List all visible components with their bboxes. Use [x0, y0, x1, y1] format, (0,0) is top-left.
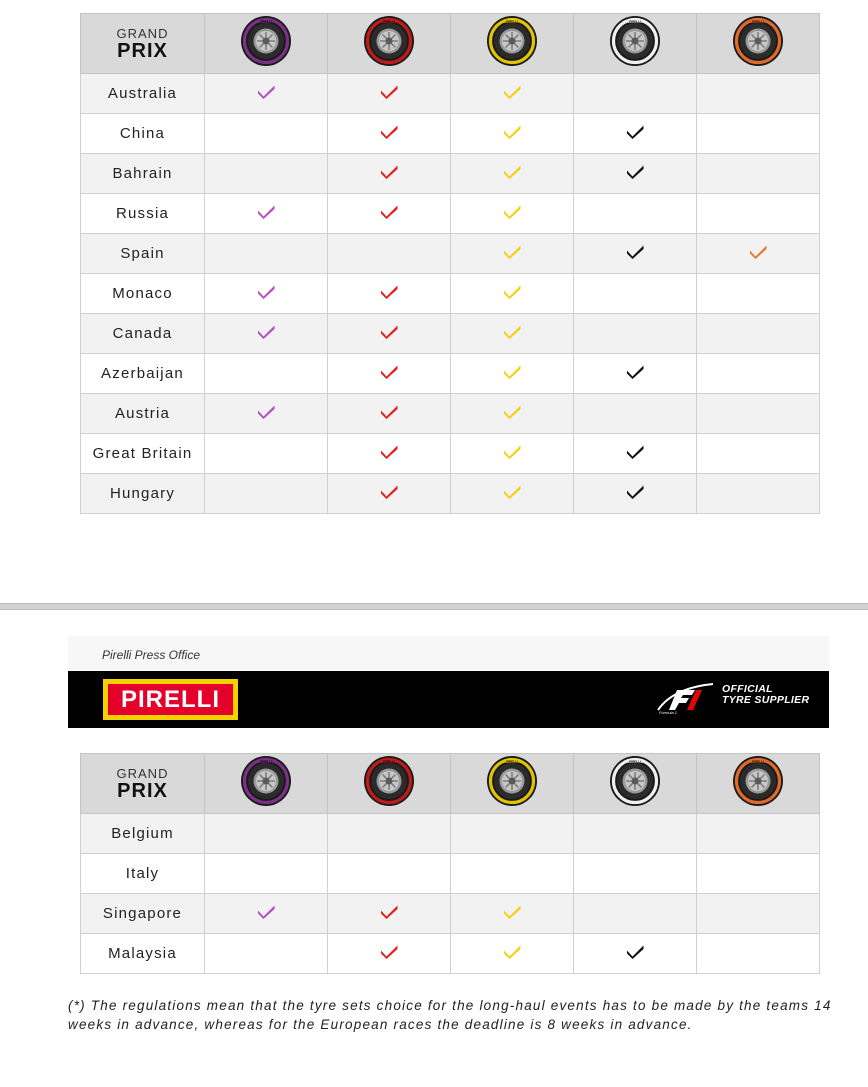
svg-text:PIRELLI: PIRELLI	[629, 759, 641, 764]
compound-header-ultrasoft	[205, 754, 328, 814]
table-row	[81, 74, 820, 114]
table-row	[81, 154, 820, 194]
selection-cell-soft	[451, 814, 574, 854]
page-divider	[0, 603, 868, 610]
selection-cell-hard	[697, 894, 820, 934]
selection-cell-ultrasoft	[205, 354, 328, 394]
selection-cell-medium	[574, 314, 697, 354]
supplier-line-1: OFFICIAL	[722, 683, 773, 695]
checkmark-icon	[379, 123, 399, 139]
checkmark-icon	[379, 443, 399, 459]
selection-cell-medium	[574, 434, 697, 474]
table-row	[81, 394, 820, 434]
svg-text:PIRELLI: PIRELLI	[383, 759, 395, 764]
checkmark-icon	[625, 483, 645, 499]
compound-header-hard	[697, 14, 820, 74]
selection-cell-hard	[697, 274, 820, 314]
checkmark-icon	[625, 243, 645, 259]
checkmark-icon	[256, 283, 276, 299]
grand-prix-name: Canada	[112, 324, 173, 342]
f1-logo-icon	[655, 680, 715, 716]
checkmark-icon	[502, 283, 522, 299]
svg-text:PIRELLI: PIRELLI	[752, 19, 764, 24]
svg-text:PIRELLI: PIRELLI	[506, 19, 518, 24]
compound-header-medium	[574, 754, 697, 814]
selection-cell-ultrasoft	[205, 894, 328, 934]
selection-cell-supersoft	[328, 274, 451, 314]
checkmark-icon	[379, 903, 399, 919]
svg-text:PIRELLI: PIRELLI	[383, 19, 395, 24]
selection-cell-hard	[697, 194, 820, 234]
checkmark-icon	[502, 83, 522, 99]
selection-cell-soft	[451, 934, 574, 974]
checkmark-icon	[502, 943, 522, 959]
header-grand: GRAND	[116, 25, 169, 41]
selection-cell-medium	[574, 354, 697, 394]
selection-cell-medium	[574, 154, 697, 194]
selection-cell-soft	[451, 354, 574, 394]
pirelli-logo-text: PIRELLI	[108, 684, 233, 715]
f1-logo-caption: Formula 1	[659, 710, 678, 715]
header-prix: PRIX	[117, 779, 168, 802]
selection-cell-hard	[697, 354, 820, 394]
checkmark-icon	[379, 83, 399, 99]
selection-cell-supersoft	[328, 434, 451, 474]
tyre-orange-icon	[732, 15, 784, 67]
selection-cell-hard	[697, 814, 820, 854]
compound-header-soft	[451, 754, 574, 814]
selection-cell-soft	[451, 474, 574, 514]
selection-cell-soft	[451, 314, 574, 354]
checkmark-icon	[256, 323, 276, 339]
svg-text:PIRELLI: PIRELLI	[260, 759, 272, 764]
compound-header-medium	[574, 14, 697, 74]
header-row	[81, 754, 820, 814]
selection-cell-soft	[451, 234, 574, 274]
checkmark-icon	[379, 403, 399, 419]
selection-cell-supersoft	[328, 314, 451, 354]
grand-prix-cell	[81, 194, 205, 234]
grand-prix-cell	[81, 274, 205, 314]
tyre-red-icon	[363, 755, 415, 807]
grand-prix-name: Hungary	[109, 484, 176, 502]
table-row	[81, 274, 820, 314]
selection-cell-hard	[697, 314, 820, 354]
selection-cell-soft	[451, 394, 574, 434]
tyre-purple-icon	[240, 755, 292, 807]
selection-cell-ultrasoft	[205, 394, 328, 434]
checkmark-icon	[379, 363, 399, 379]
tyre-choice-table-2	[80, 753, 820, 974]
header-prix: PRIX	[117, 39, 168, 62]
checkmark-icon	[379, 283, 399, 299]
selection-cell-ultrasoft	[205, 274, 328, 314]
selection-cell-medium	[574, 854, 697, 894]
checkmark-icon	[256, 403, 276, 419]
selection-cell-ultrasoft	[205, 814, 328, 854]
checkmark-icon	[502, 363, 522, 379]
selection-cell-medium	[574, 194, 697, 234]
checkmark-icon	[625, 443, 645, 459]
compound-header-hard	[697, 754, 820, 814]
table-row	[81, 434, 820, 474]
checkmark-icon	[256, 83, 276, 99]
selection-cell-ultrasoft	[205, 934, 328, 974]
grand-prix-name: Malaysia	[108, 944, 177, 962]
grand-prix-cell	[81, 934, 205, 974]
selection-cell-hard	[697, 854, 820, 894]
grand-prix-cell	[81, 894, 205, 934]
selection-cell-soft	[451, 74, 574, 114]
svg-text:PIRELLI: PIRELLI	[506, 759, 518, 764]
checkmark-icon	[502, 163, 522, 179]
grand-prix-cell	[81, 314, 205, 354]
checkmark-icon	[379, 163, 399, 179]
checkmark-icon	[379, 483, 399, 499]
table-row	[81, 354, 820, 394]
selection-cell-medium	[574, 474, 697, 514]
selection-cell-medium	[574, 234, 697, 274]
selection-cell-hard	[697, 74, 820, 114]
tyre-red-icon	[363, 15, 415, 67]
tyre-orange-icon	[732, 755, 784, 807]
grand-prix-cell	[81, 814, 205, 854]
svg-text:PIRELLI: PIRELLI	[752, 759, 764, 764]
checkmark-icon	[502, 403, 522, 419]
selection-cell-soft	[451, 854, 574, 894]
grand-prix-name: Azerbaijan	[101, 364, 184, 382]
grand-prix-name: Belgium	[111, 824, 174, 842]
grand-prix-name: Monaco	[112, 284, 173, 302]
compound-header-supersoft	[328, 754, 451, 814]
selection-cell-medium	[574, 114, 697, 154]
selection-cell-supersoft	[328, 74, 451, 114]
grand-prix-header	[81, 754, 205, 814]
selection-cell-ultrasoft	[205, 314, 328, 354]
table-row	[81, 474, 820, 514]
tyre-choice-table-1	[80, 13, 820, 514]
tyre-white-icon	[609, 15, 661, 67]
checkmark-icon	[379, 203, 399, 219]
checkmark-icon	[502, 123, 522, 139]
selection-cell-medium	[574, 894, 697, 934]
grand-prix-name: Australia	[107, 84, 178, 102]
compound-header-soft	[451, 14, 574, 74]
grand-prix-cell	[81, 854, 205, 894]
grand-prix-cell	[81, 74, 205, 114]
table-row	[81, 114, 820, 154]
selection-cell-soft	[451, 434, 574, 474]
selection-cell-soft	[451, 274, 574, 314]
table-row	[81, 854, 820, 894]
selection-cell-supersoft	[328, 354, 451, 394]
grand-prix-name: Bahrain	[112, 164, 173, 182]
grand-prix-name: Italy	[125, 864, 160, 882]
selection-cell-soft	[451, 154, 574, 194]
grand-prix-header	[81, 14, 205, 74]
selection-cell-ultrasoft	[205, 854, 328, 894]
selection-cell-hard	[697, 114, 820, 154]
selection-cell-hard	[697, 394, 820, 434]
selection-cell-hard	[697, 234, 820, 274]
grand-prix-cell	[81, 154, 205, 194]
selection-cell-medium	[574, 74, 697, 114]
selection-cell-supersoft	[328, 934, 451, 974]
grand-prix-name: Russia	[115, 204, 170, 222]
table-row	[81, 194, 820, 234]
checkmark-icon	[625, 943, 645, 959]
selection-cell-supersoft	[328, 394, 451, 434]
checkmark-icon	[502, 323, 522, 339]
checkmark-icon	[625, 163, 645, 179]
selection-cell-ultrasoft	[205, 194, 328, 234]
checkmark-icon	[379, 323, 399, 339]
selection-cell-medium	[574, 934, 697, 974]
selection-cell-ultrasoft	[205, 434, 328, 474]
selection-cell-supersoft	[328, 854, 451, 894]
selection-cell-supersoft	[328, 474, 451, 514]
tyre-white-icon	[609, 755, 661, 807]
selection-cell-supersoft	[328, 154, 451, 194]
regulations-footnote: (*) The regulations mean that the tyre sets choice for the long-haul events has to be made by the teams 14 weeks in advance, whereas for the European races the deadline is 8 weeks in advance.	[68, 998, 832, 1032]
grand-prix-cell	[81, 474, 205, 514]
selection-cell-hard	[697, 474, 820, 514]
pirelli-logo	[103, 679, 238, 720]
selection-cell-soft	[451, 894, 574, 934]
selection-cell-hard	[697, 154, 820, 194]
grand-prix-name: Austria	[114, 404, 171, 422]
table-row	[81, 234, 820, 274]
selection-cell-soft	[451, 194, 574, 234]
selection-cell-ultrasoft	[205, 234, 328, 274]
selection-cell-ultrasoft	[205, 154, 328, 194]
press-office-label: Pirelli Press Office	[102, 648, 201, 662]
selection-cell-medium	[574, 394, 697, 434]
grand-prix-cell	[81, 114, 205, 154]
checkmark-icon	[256, 903, 276, 919]
grand-prix-name: Great Britain	[92, 444, 193, 462]
checkmark-icon	[502, 903, 522, 919]
compound-header-ultrasoft	[205, 14, 328, 74]
table-row	[81, 934, 820, 974]
grand-prix-name: China	[119, 124, 166, 142]
grand-prix-name: Singapore	[102, 904, 183, 922]
header-row	[81, 14, 820, 74]
selection-cell-supersoft	[328, 194, 451, 234]
grand-prix-cell	[81, 234, 205, 274]
compound-header-supersoft	[328, 14, 451, 74]
selection-cell-supersoft	[328, 114, 451, 154]
selection-cell-ultrasoft	[205, 114, 328, 154]
selection-cell-medium	[574, 274, 697, 314]
checkmark-icon	[379, 943, 399, 959]
grand-prix-cell	[81, 354, 205, 394]
official-tyre-supplier	[722, 684, 809, 706]
selection-cell-medium	[574, 814, 697, 854]
checkmark-icon	[625, 363, 645, 379]
checkmark-icon	[256, 203, 276, 219]
table-row	[81, 814, 820, 854]
tyre-purple-icon	[240, 15, 292, 67]
selection-cell-supersoft	[328, 894, 451, 934]
header-grand: GRAND	[116, 765, 169, 781]
checkmark-icon	[502, 243, 522, 259]
table-row	[81, 894, 820, 934]
selection-cell-ultrasoft	[205, 74, 328, 114]
checkmark-icon	[748, 243, 768, 259]
tyre-yellow-icon	[486, 15, 538, 67]
selection-cell-hard	[697, 934, 820, 974]
tyre-yellow-icon	[486, 755, 538, 807]
supplier-line-2: TYRE SUPPLIER	[722, 694, 810, 706]
svg-text:PIRELLI: PIRELLI	[260, 19, 272, 24]
table-row	[81, 314, 820, 354]
grand-prix-cell	[81, 434, 205, 474]
svg-text:PIRELLI: PIRELLI	[629, 19, 641, 24]
selection-cell-ultrasoft	[205, 474, 328, 514]
checkmark-icon	[502, 483, 522, 499]
checkmark-icon	[502, 443, 522, 459]
checkmark-icon	[625, 123, 645, 139]
selection-cell-supersoft	[328, 234, 451, 274]
grand-prix-name: Spain	[120, 244, 165, 262]
checkmark-icon	[502, 203, 522, 219]
selection-cell-hard	[697, 434, 820, 474]
selection-cell-supersoft	[328, 814, 451, 854]
selection-cell-soft	[451, 114, 574, 154]
grand-prix-cell	[81, 394, 205, 434]
